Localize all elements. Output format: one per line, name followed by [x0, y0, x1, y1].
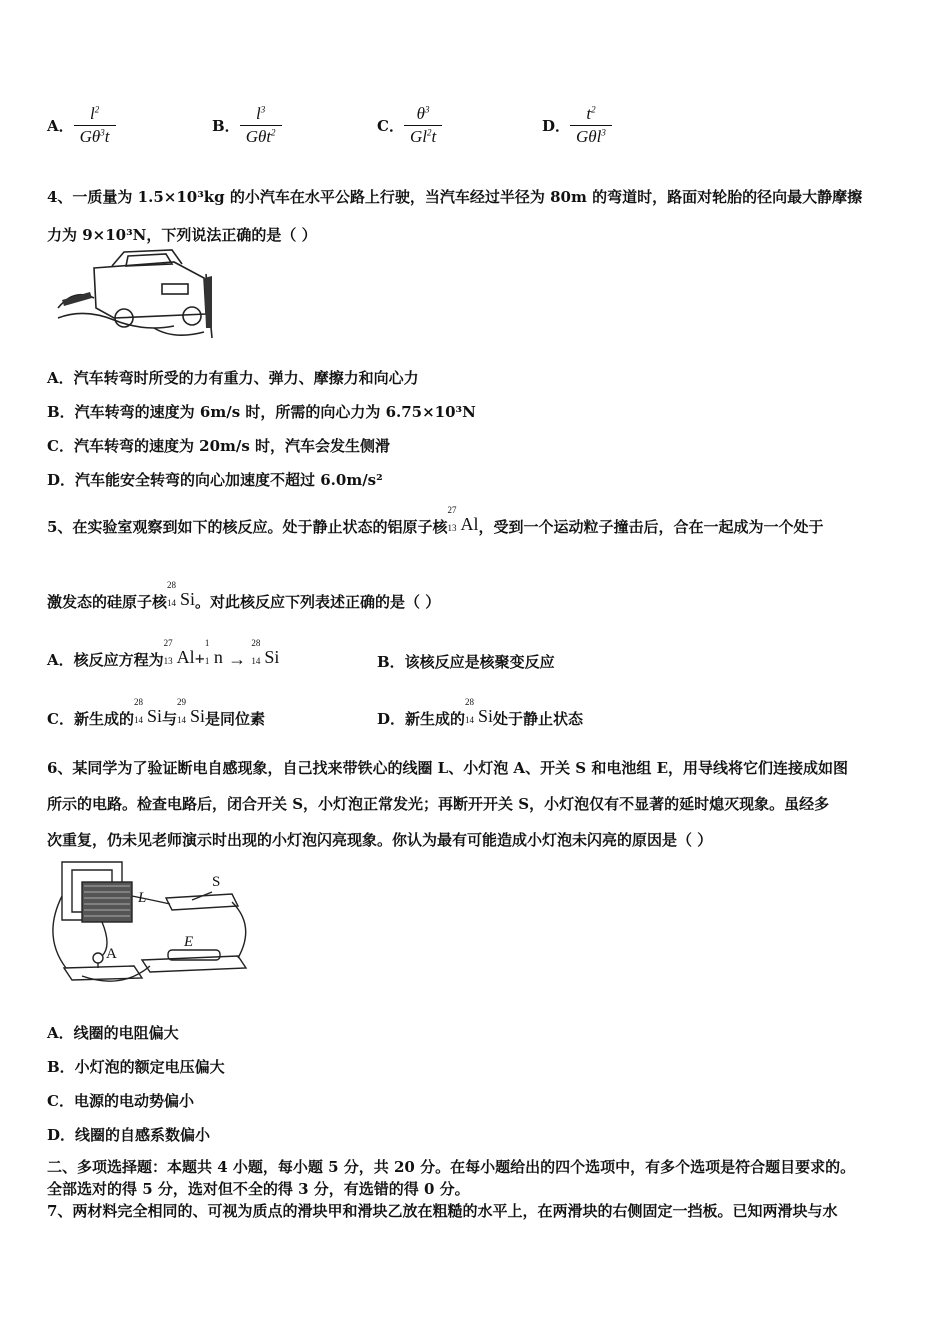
section2-line: 7、两材料完全相同的、可视为质点的滑块甲和滑块乙放在粗糙的水平上，在两滑块的右侧固定一挡板。已知两滑块与水: [47, 1202, 838, 1220]
arrow: →: [228, 649, 247, 669]
denominator: Gθt$^2$: [240, 125, 282, 147]
q5-option-a[interactable]: A．核反应方程为 27 13 Al+ 1 1 n → 28 14 Si: [47, 638, 280, 669]
q6-stem-line2: 所示的电路。检查电路后，闭合开关 S，小灯泡正常发光；再断开开关 S，小灯泡仅有不显著的延时熄灭现象。虽经多: [47, 795, 830, 813]
option-label: A．: [47, 117, 74, 135]
si29-nuclide: 29 14 Si: [176, 697, 205, 726]
fraction: [570, 104, 612, 147]
q6-stem-line1: 6、某同学为了验证断电自感现象，自己找来带铁心的线圈 L、小灯泡 A、开关 S 和电池组 E，用导线将它们连接成如图: [47, 759, 849, 777]
q4-option-a[interactable]: A．汽车转弯时所受的力有重力、弹力、摩擦力和向心力: [47, 369, 419, 387]
q3-option-c[interactable]: [377, 104, 442, 147]
denominator: $G\theta^3t$: [74, 125, 116, 147]
si28-nuclide: 28 14 Si: [133, 697, 162, 726]
q5-stem-text-a: 5、在实验室观察到如下的核反应。处于静止状态的铝原子核: [47, 518, 448, 536]
neutron: 1 1 n: [204, 638, 223, 667]
lamp-label: A: [106, 946, 117, 962]
option-label: C．: [377, 117, 404, 135]
q4-option-b[interactable]: B．汽车转弯的速度为 6m/s 时，所需的向心力为 6.75×10³N: [47, 403, 476, 421]
q3-option-d[interactable]: [542, 104, 612, 147]
q4-option-d[interactable]: D．汽车能安全转弯的向心加速度不超过 6.0m/s²: [47, 471, 383, 489]
fraction: [404, 104, 442, 147]
q5-option-c[interactable]: C．新生成的 28 14 Si与 29 14 Si是同位素: [47, 697, 266, 728]
q4-stem-line2: 力为 9×10³N，下列说法正确的是（ ）: [47, 226, 317, 244]
circuit-figure: [42, 856, 252, 996]
option-label: B．: [212, 117, 240, 135]
denominator: Gθl$^3$: [570, 125, 612, 147]
si28-nuclide: 28 14 Si: [465, 697, 494, 726]
plus-sign: +: [194, 649, 205, 669]
q5-stem-line2: [47, 580, 441, 612]
al-nuclide: 27 13 Al: [447, 505, 479, 534]
numerator: $l^2$: [89, 104, 100, 123]
switch-label: S: [212, 874, 221, 890]
si-nuclide: 28 14 Si: [167, 580, 196, 609]
q5-stem-text-b: ，受到一个运动粒子撞击后，合在一起成为一个处于: [478, 518, 824, 536]
fraction: [240, 104, 282, 147]
coil-label: L: [138, 890, 147, 906]
section2-header: [47, 1156, 917, 1222]
battery-label: E: [184, 934, 194, 950]
car-turning-figure: [54, 248, 214, 340]
al-nuclide: 27 13 Al: [163, 638, 195, 667]
q6-option-b[interactable]: B．小灯泡的额定电压偏大: [47, 1058, 225, 1076]
section2-line: 二、多项选择题：本题共 4 小题，每小题 5 分，共 20 分。在每小题给出的四个选项中，有多个选项是符合题目要求的。: [47, 1158, 856, 1176]
section2-line: 全部选对的得 5 分，选对但不全的得 3 分，有选错的得 0 分。: [47, 1180, 470, 1198]
q3-option-b[interactable]: [212, 104, 282, 147]
q4-option-c[interactable]: C．汽车转弯的速度为 20m/s 时，汽车会发生侧滑: [47, 437, 391, 455]
q6-stem-line3: 次重复，仍未见老师演示时出现的小灯泡闪亮现象。你认为最有可能造成小灯泡未闪亮的原因是（ ）: [47, 831, 713, 849]
q5-option-b[interactable]: B．该核反应是核聚变反应: [377, 653, 555, 671]
q6-option-a[interactable]: A．线圈的电阻偏大: [47, 1024, 179, 1042]
q5-stem-text-d: 。对此核反应下列表述正确的是（ ）: [195, 593, 441, 611]
option-label: D．: [542, 117, 571, 135]
q5-option-d[interactable]: D．新生成的 28 14 Si处于静止状态: [377, 697, 584, 728]
numerator: $t^2$: [586, 104, 596, 123]
fraction: [74, 104, 116, 147]
q6-option-d[interactable]: D．线圈的自感系数偏小: [47, 1126, 211, 1144]
q5-stem-text-c: 激发态的硅原子核: [47, 593, 168, 611]
numerator: $\theta^3$: [416, 104, 430, 123]
q6-option-c[interactable]: C．电源的电动势偏小: [47, 1092, 194, 1110]
q3-option-a[interactable]: [47, 104, 116, 147]
denominator: Gl$^2$t: [404, 125, 442, 147]
q5-stem-line1: [47, 505, 824, 537]
q4-stem-line1: 4、一质量为 1.5×10³kg 的小汽车在水平公路上行驶，当汽车经过半径为 80m 的弯道时，路面对轮胎的径向最大静摩擦: [47, 188, 863, 206]
si-nuclide: 28 14 Si: [251, 638, 280, 667]
numerator: $l^3$: [256, 104, 266, 123]
